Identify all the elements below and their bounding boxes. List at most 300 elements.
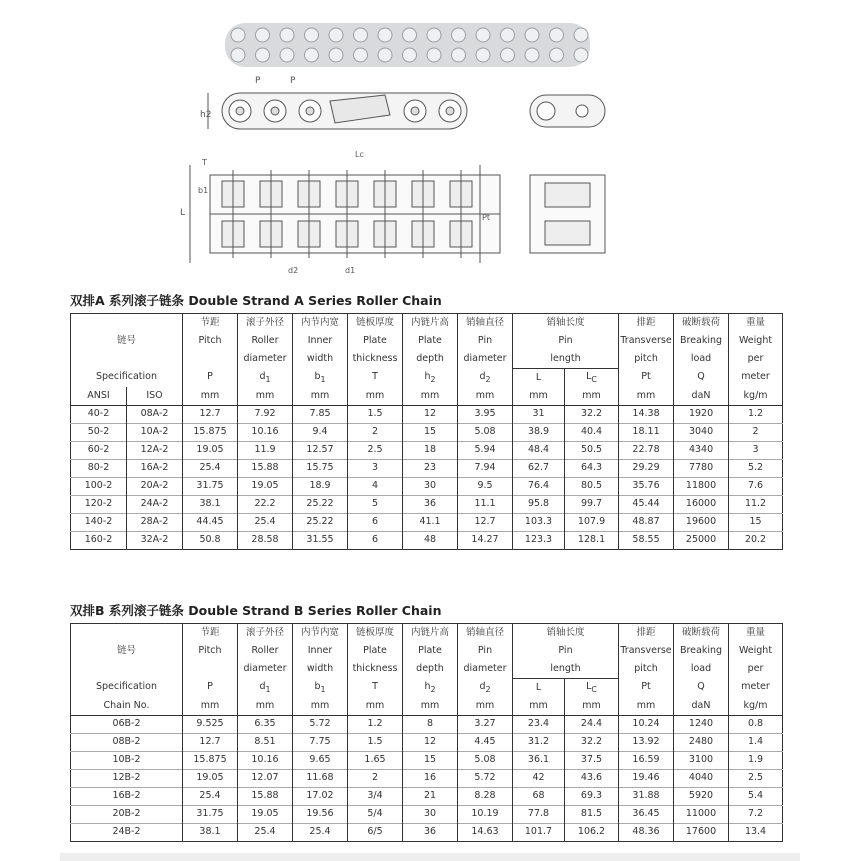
table-cell: 13.4 [729,824,783,842]
table-cell: 24B-2 [71,824,183,842]
chain-roller [574,28,588,42]
hdr-pin-sub: 2 [485,374,491,384]
hdr-break-cn: 破断载荷 [674,314,729,333]
hdr-pinlen-L: L [513,679,565,698]
hdr-pin-l1: Pin [458,642,513,660]
table-cell: 20.2 [729,532,783,550]
table-cell: 9.65 [293,752,348,770]
table-cell: 12.07 [238,770,293,788]
hdr-weight-sym: meter [729,369,783,388]
table-cell: 50.8 [183,532,238,550]
hdr-roller-unit: mm [238,697,293,716]
table-a-header [71,314,783,406]
hdr-pinlen-Lc-unit: mm [565,697,619,716]
side-pin [236,107,244,115]
table-cell: 1.4 [729,734,783,752]
table-cell: 13.92 [619,734,674,752]
hdr-pinlen-l2: length [513,350,619,369]
hdr-weight-sym: meter [729,679,783,698]
side-pin [306,107,314,115]
table-cell: 25.4 [238,824,293,842]
table-cell: 22.2 [238,496,293,514]
hdr-pt-sym: Pt [619,369,674,388]
table-cell: 1.9 [729,752,783,770]
table-cell: 30 [403,806,458,824]
table-cell: 43.6 [565,770,619,788]
hdr-inner-l2: width [293,660,348,679]
table-cell: 5.08 [458,424,513,442]
hdr-inner-sub: 1 [320,374,326,384]
table-cell: 7.92 [238,406,293,424]
hdr-pin-unit: mm [458,697,513,716]
hdr-plate-l1: Plate [348,642,403,660]
chain-roller [525,48,539,62]
table-cell: 38.1 [183,824,238,842]
hdr-pt-sym: Pt [619,679,674,698]
hdr-pinlen-Lc: $L_C$ [565,369,619,388]
table-cell: 0.8 [729,716,783,734]
table-cell: 23.4 [513,716,565,734]
hdr-pin-sub: 2 [485,684,491,694]
table-cell: 11.2 [729,496,783,514]
hdr-depth-cn: 内链片高 [403,314,458,333]
hdr-inner-l1: Inner [293,642,348,660]
hdr-chain-cn: 链号 [117,334,137,346]
table-cell: 76.4 [513,478,565,496]
table-cell: 77.8 [513,806,565,824]
hdr-roller-l1: Roller [238,642,293,660]
table-row [71,770,783,788]
table-cell: 6.35 [238,716,293,734]
table-cell: 6 [348,514,403,532]
chain-roller [256,28,270,42]
hdr-pitch-cn: 节距 [183,314,238,333]
table-cell: 32.2 [565,734,619,752]
table-a-title: 双排A 系列滚子链条 Double Strand A Series Roller Chain [70,293,442,308]
table-cell: 22.78 [619,442,674,460]
table-cell: 18.9 [293,478,348,496]
chain-roller [476,28,490,42]
table-row [71,788,783,806]
table-cell: 31.2 [513,734,565,752]
table-cell: 4340 [674,442,729,460]
table-cell: 68 [513,788,565,806]
hdr-weight-l2: per [729,350,783,369]
table-cell: 100-2 [71,478,127,496]
table-cell: 5/4 [348,806,403,824]
hdr-pin-l2: diameter [458,350,513,369]
table-cell: 16A-2 [127,460,183,478]
label-Lc: Lc [355,150,364,159]
table-cell: 12A-2 [127,442,183,460]
table-cell: 7.2 [729,806,783,824]
hdr-pinlen-L: L [513,369,565,388]
label-pitch-1: P [255,76,261,86]
hdr-break-l1: Breaking [674,642,729,660]
table-cell: 41.1 [403,514,458,532]
table-cell: 1920 [674,406,729,424]
hdr-weight-unit: kg/m [729,387,783,406]
hdr-pinlen-l1: Pin [513,642,619,660]
hdr-pt-unit: mm [619,697,674,716]
hdr-depth-cn: 内链片高 [403,624,458,643]
label-pitch-2: P [290,76,296,86]
table-cell: 3 [729,442,783,460]
hdr-inner-cn: 内节内宽 [293,314,348,333]
chain-roller [525,28,539,42]
table-cell: 10.16 [238,752,293,770]
table-cell: 2.5 [729,770,783,788]
hdr-weight-l1: Weight [729,642,783,660]
table-cell: 40-2 [71,406,127,424]
chain-roller [476,48,490,62]
hdr-weight-unit: kg/m [729,697,783,716]
table-row [71,406,783,424]
table-cell: 62.7 [513,460,565,478]
hdr-break-l2: load [674,350,729,369]
chain-photo [225,23,590,67]
table-cell: 58.55 [619,532,674,550]
table-cell: 3.27 [458,716,513,734]
hdr-weight-l1: Weight [729,332,783,350]
table-cell: 12 [403,734,458,752]
label-h2: h2 [200,110,212,120]
table-cell: 12B-2 [71,770,183,788]
chain-roller [574,48,588,62]
table-cell: 11.1 [458,496,513,514]
hdr-inner-unit: mm [293,387,348,406]
table-cell: 28.58 [238,532,293,550]
hdr-pitch-sym: P [183,369,238,388]
table-cell: 5.08 [458,752,513,770]
table-cell: 48.36 [619,824,674,842]
table-cell: 3 [348,460,403,478]
hdr-depth-sym: $h_2$ [403,369,458,388]
table-row [71,496,783,514]
table-cell: 21 [403,788,458,806]
hdr-pt-l1: Transverse [619,332,674,350]
table-cell: 15.875 [183,424,238,442]
chain-roller [305,48,319,62]
label-T: T [202,158,207,167]
chain-roller [403,48,417,62]
table-cell: 9.525 [183,716,238,734]
hdr-plate-l2: thickness [348,350,403,369]
hdr-depth-sub: 2 [430,374,436,384]
table-cell: 31.55 [293,532,348,550]
table-cell: 2 [729,424,783,442]
hdr-plate-unit: mm [348,387,403,406]
table-cell: 19.56 [293,806,348,824]
table-cell: 20A-2 [127,478,183,496]
table-cell: 15 [729,514,783,532]
table-a-body [71,406,783,550]
hdr-chain-en: Specification [96,371,157,383]
hdr-pin-l1: Pin [458,332,513,350]
table-cell: 12.57 [293,442,348,460]
side-pin [271,107,279,115]
table-row [71,734,783,752]
side-pin [446,107,454,115]
table-cell: 140-2 [71,514,127,532]
table-cell: 2 [348,770,403,788]
table-b [70,623,783,842]
table-cell: 31.88 [619,788,674,806]
table-cell: 11000 [674,806,729,824]
table-cell: 23 [403,460,458,478]
hdr-break-sym: Q [674,679,729,698]
table-cell: 7.94 [458,460,513,478]
table-cell: 25.4 [293,824,348,842]
hdr-depth-l1: Plate [403,332,458,350]
chain-roller [378,48,392,62]
table-cell: 99.7 [565,496,619,514]
table-cell: 11800 [674,478,729,496]
table-cell: 17.02 [293,788,348,806]
table-cell: 7.75 [293,734,348,752]
chain-roller [256,48,270,62]
hdr-roller-cn: 滚子外径 [238,314,293,333]
table-cell: 36 [403,824,458,842]
table-cell: 5.4 [729,788,783,806]
table-cell: 10B-2 [71,752,183,770]
chain-roller [427,28,441,42]
table-cell: 36.1 [513,752,565,770]
chain-technical-drawing [150,5,680,290]
hdr-pin-cn: 销轴直径 [458,314,513,333]
hdr-pt-l2: pitch [619,350,674,369]
hdr-pin-sym: $d_2$ [458,369,513,388]
chain-roller [231,28,245,42]
table-cell: 15.75 [293,460,348,478]
hdr-pt-cn: 排距 [619,314,674,333]
hdr-weight-cn: 重量 [729,314,783,333]
table-cell: 17600 [674,824,729,842]
hdr-break-l1: Breaking [674,332,729,350]
label-d1: d1 [345,266,356,275]
hdr-roller-sym: $d_1$ [238,679,293,698]
table-cell: 7780 [674,460,729,478]
chain-roller [501,48,515,62]
hdr-pinlen-L-unit: mm [513,697,565,716]
table-cell: 120-2 [71,496,127,514]
table-b-header [71,624,783,716]
table-row [71,442,783,460]
table-cell: 5.72 [458,770,513,788]
table-cell: 6/5 [348,824,403,842]
table-cell: 128.1 [565,532,619,550]
table-cell: 1.65 [348,752,403,770]
hdr-pitch-cn: 节距 [183,624,238,643]
table-cell: 19600 [674,514,729,532]
table-row [71,824,783,842]
hdr-pt-cn: 排距 [619,624,674,643]
table-cell: 10.19 [458,806,513,824]
table-cell: 4 [348,478,403,496]
table-cell: 4040 [674,770,729,788]
hdr-inner-sym: $b_1$ [293,369,348,388]
hdr-break-unit: daN [674,697,729,716]
table-b-title: 双排B 系列滚子链条 Double Strand B Series Roller Chain [70,603,442,618]
table-cell: 44.45 [183,514,238,532]
side-view [208,93,605,129]
table-cell: 7.85 [293,406,348,424]
table-cell: 14.27 [458,532,513,550]
table-cell: 6 [348,532,403,550]
table-cell: 5.72 [293,716,348,734]
table-cell: 1240 [674,716,729,734]
hdr-pinlen-Lc-sub: C [591,684,597,694]
table-cell: 8 [403,716,458,734]
chain-roller [501,28,515,42]
table-a [70,313,783,550]
table-cell: 9.5 [458,478,513,496]
hdr-roller-unit: mm [238,387,293,406]
table-cell: 160-2 [71,532,127,550]
table-cell: 81.5 [565,806,619,824]
table-cell: 1.2 [348,716,403,734]
table-cell: 42 [513,770,565,788]
table-cell: 123.3 [513,532,565,550]
table-cell: 1.5 [348,406,403,424]
table-cell: 40.4 [565,424,619,442]
hdr-pinlen-cn: 销轴长度 [513,624,619,643]
hdr-pin-l2: diameter [458,660,513,679]
table-cell: 19.05 [183,442,238,460]
table-cell: 3/4 [348,788,403,806]
table-cell: 24A-2 [127,496,183,514]
table-row [71,514,783,532]
hdr-break-l2: load [674,660,729,679]
table-cell: 45.44 [619,496,674,514]
table-cell: 8.51 [238,734,293,752]
table-row [71,424,783,442]
table-cell: 50.5 [565,442,619,460]
table-cell: 25.4 [183,788,238,806]
hdr-pinlen-Lc: $L_C$ [565,679,619,698]
table-cell: 08A-2 [127,406,183,424]
hdr-chain-cn: 链号 [116,644,136,656]
table-cell: 38.9 [513,424,565,442]
table-cell: 69.3 [565,788,619,806]
table-cell: 15 [403,424,458,442]
hdr-pitch-unit: mm [183,387,238,406]
table-cell: 08B-2 [71,734,183,752]
table-cell: 3100 [674,752,729,770]
hdr-break-cn: 破断载荷 [674,624,729,643]
table-cell: 48.87 [619,514,674,532]
hdr-break-sym: Q [674,369,729,388]
table-cell: 19.05 [238,478,293,496]
table-cell: 25.22 [293,514,348,532]
hdr-roller-sub: 1 [265,374,271,384]
label-Pt: Pt [482,213,490,222]
table-cell: 9.4 [293,424,348,442]
hdr-plate-sym: T [348,369,403,388]
table-cell: 20B-2 [71,806,183,824]
table-cell: 15.88 [238,460,293,478]
table-cell: 25000 [674,532,729,550]
table-cell: 30 [403,478,458,496]
table-cell: 50-2 [71,424,127,442]
table-row [71,752,783,770]
table-cell: 106.2 [565,824,619,842]
hdr-depth-unit: mm [403,697,458,716]
table-row [71,478,783,496]
table-cell: 16B-2 [71,788,183,806]
chain-roller [231,48,245,62]
hdr-pitch-unit: mm [183,697,238,716]
hdr-chain-en: Specification [96,681,157,693]
hdr-pitch-l2 [183,350,238,369]
table-cell: 31.75 [183,806,238,824]
hdr-chain-ansi: ANSI [87,389,110,401]
table-cell: 32A-2 [127,532,183,550]
top-view [190,165,605,263]
table-cell: 60-2 [71,442,127,460]
hdr-weight-l2: per [729,660,783,679]
chain-roller [354,28,368,42]
hdr-pt-l2: pitch [619,660,674,679]
table-cell: 36 [403,496,458,514]
table-row [71,716,783,734]
table-cell: 19.05 [183,770,238,788]
table-cell: 16000 [674,496,729,514]
hdr-pitch-l1: Pitch [183,642,238,660]
table-cell: 12.7 [458,514,513,532]
hdr-plate-sym: T [348,679,403,698]
hdr-roller-sub: 1 [265,684,271,694]
table-cell: 10.16 [238,424,293,442]
chain-roller [280,48,294,62]
hdr-pinlen-Lc-sub: C [591,374,597,384]
hdr-inner-cn: 内节内宽 [293,624,348,643]
table-cell: 48 [403,532,458,550]
hdr-roller-l1: Roller [238,332,293,350]
hdr-pinlen-cn: 销轴长度 [513,314,619,333]
table-cell: 36.45 [619,806,674,824]
hdr-depth-sub: 2 [430,684,436,694]
table-cell: 64.3 [565,460,619,478]
table-cell: 31.75 [183,478,238,496]
table-cell: 15.875 [183,752,238,770]
table-cell: 35.76 [619,478,674,496]
table-cell: 16 [403,770,458,788]
table-cell: 29.29 [619,460,674,478]
chain-roller [305,28,319,42]
hdr-pitch-l1: Pitch [183,332,238,350]
hdr-inner-l2: width [293,350,348,369]
hdr-inner-unit: mm [293,697,348,716]
hdr-depth-l2: depth [403,660,458,679]
hdr-pinlen-l1: Pin [513,332,619,350]
page-bottom-bar [60,853,800,861]
hdr-plate-unit: mm [348,697,403,716]
hdr-inner-sym: $b_1$ [293,679,348,698]
hdr-depth-sym: $h_2$ [403,679,458,698]
hdr-pin-unit: mm [458,387,513,406]
table-cell: 80.5 [565,478,619,496]
table-cell: 19.46 [619,770,674,788]
table-cell: 12 [403,406,458,424]
hdr-pt-l1: Transverse [619,642,674,660]
table-cell: 101.7 [513,824,565,842]
table-cell: 12.7 [183,406,238,424]
table-cell: 10A-2 [127,424,183,442]
label-d2: d2 [288,266,299,275]
hdr-pinlen-l2: length [513,660,619,679]
hdr-inner-sub: 1 [320,684,326,694]
